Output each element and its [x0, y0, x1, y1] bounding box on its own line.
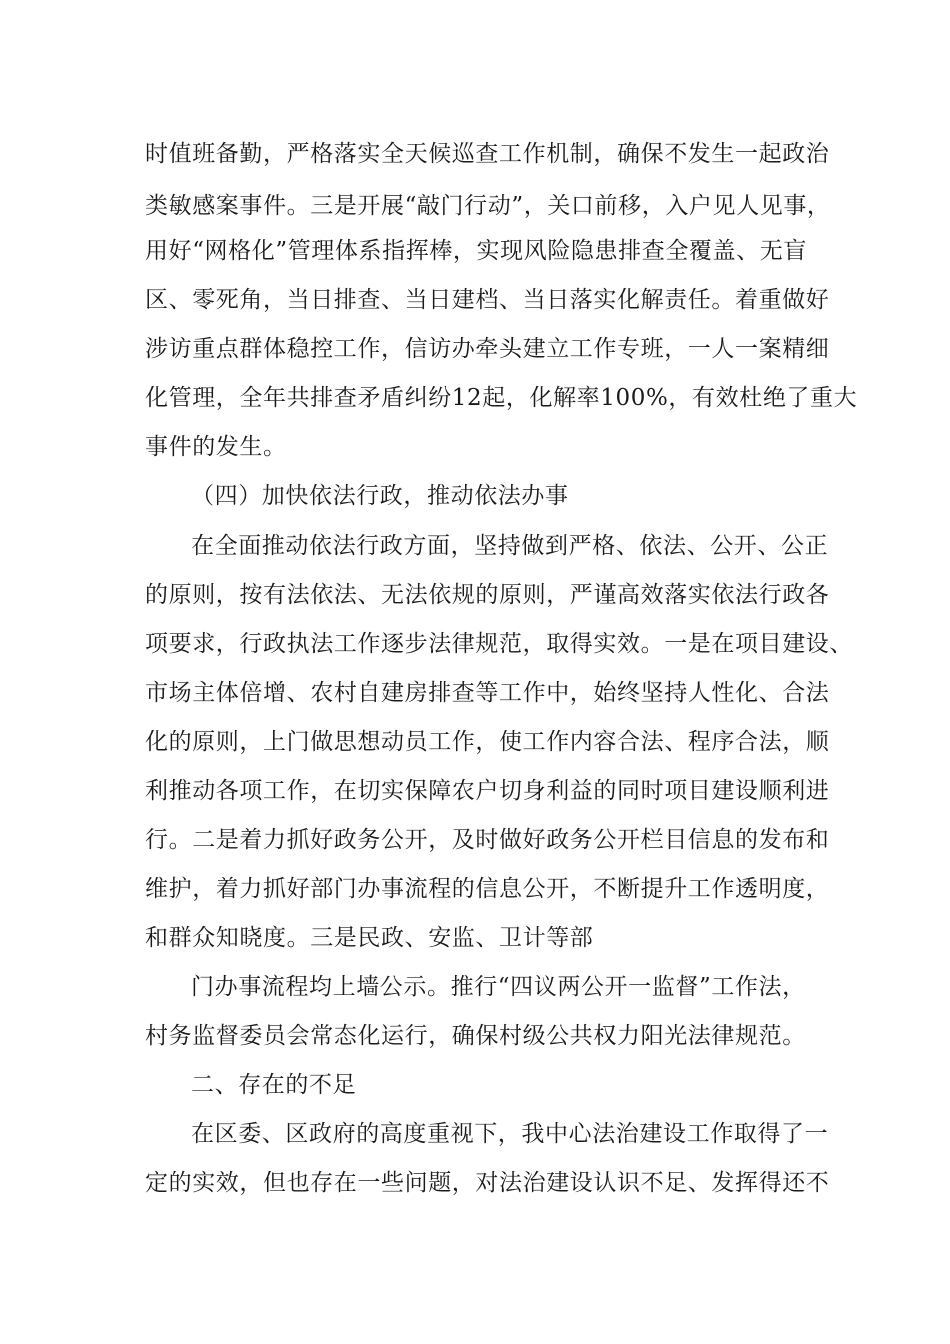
paragraph-line: 定的实效，但也存在一些问题，对法治建设认识不足、发挥得还不: [145, 1170, 830, 1196]
paragraph-line: 的原则，按有法依法、无法依规的原则，严谨高效落实依法行政各: [145, 582, 830, 608]
paragraph-line: 化的原则，上门做思想动员工作，使工作内容合法、程序合法，顺: [145, 729, 830, 755]
paragraph-line: 用好“网格化”管理体系指挥棒，实现风险隐患排查全覆盖、无盲: [145, 238, 807, 264]
paragraph-line: 和群众知晓度。三是民政、安监、卫计等部: [145, 925, 594, 951]
paragraph-line: 市场主体倍增、农村自建房排查等工作中，始终坚持人性化、合法: [145, 680, 830, 706]
paragraph-line: 类敏感案事件。三是开展“敲门行动”，关口前移，入户见人见事，: [145, 193, 831, 219]
paragraph-line: 时值班备勤，严格落实全天候巡查工作机制，确保不发生一起政治: [145, 141, 830, 167]
paragraph-line: 涉访重点群体稳控工作，信访办牵头建立工作专班，一人一案精细: [145, 336, 830, 362]
section-heading: （四）加快依法行政，推动依法办事: [191, 483, 569, 509]
paragraph-line: 在全面推动依法行政方面，坚持做到严格、依法、公开、公正: [191, 533, 829, 559]
paragraph-line: 事件的发生。: [145, 434, 287, 460]
paragraph-line: 行。二是着力抓好政务公开，及时做好政务公开栏目信息的发布和: [145, 827, 830, 853]
paragraph-line: 在区委、区政府的高度重视下，我中心法治建设工作取得了一: [191, 1121, 829, 1147]
section-heading: 二、存在的不足: [191, 1072, 357, 1098]
paragraph-line: 门办事流程均上墙公示。推行“四议两公开一监督”工作法，: [191, 974, 806, 1000]
paragraph-line: 项要求，行政执法工作逐步法律规范，取得实效。一是在项目建设、: [145, 631, 853, 657]
paragraph-line: 利推动各项工作，在切实保障农户切身利益的同时项目建设顺利进: [145, 778, 830, 804]
paragraph-line: 村务监督委员会常态化运行，确保村级公共权力阳光法律规范。: [145, 1023, 806, 1049]
paragraph-line: 维护，着力抓好部门办事流程的信息公开，不断提升工作透明度，: [145, 876, 830, 902]
paragraph-line: 化管理，全年共排查矛盾纠纷12起，化解率100%，有效杜绝了重大: [145, 385, 858, 411]
paragraph-line: 区、零死角，当日排查、当日建档、当日落实化解责任。着重做好: [145, 287, 830, 313]
